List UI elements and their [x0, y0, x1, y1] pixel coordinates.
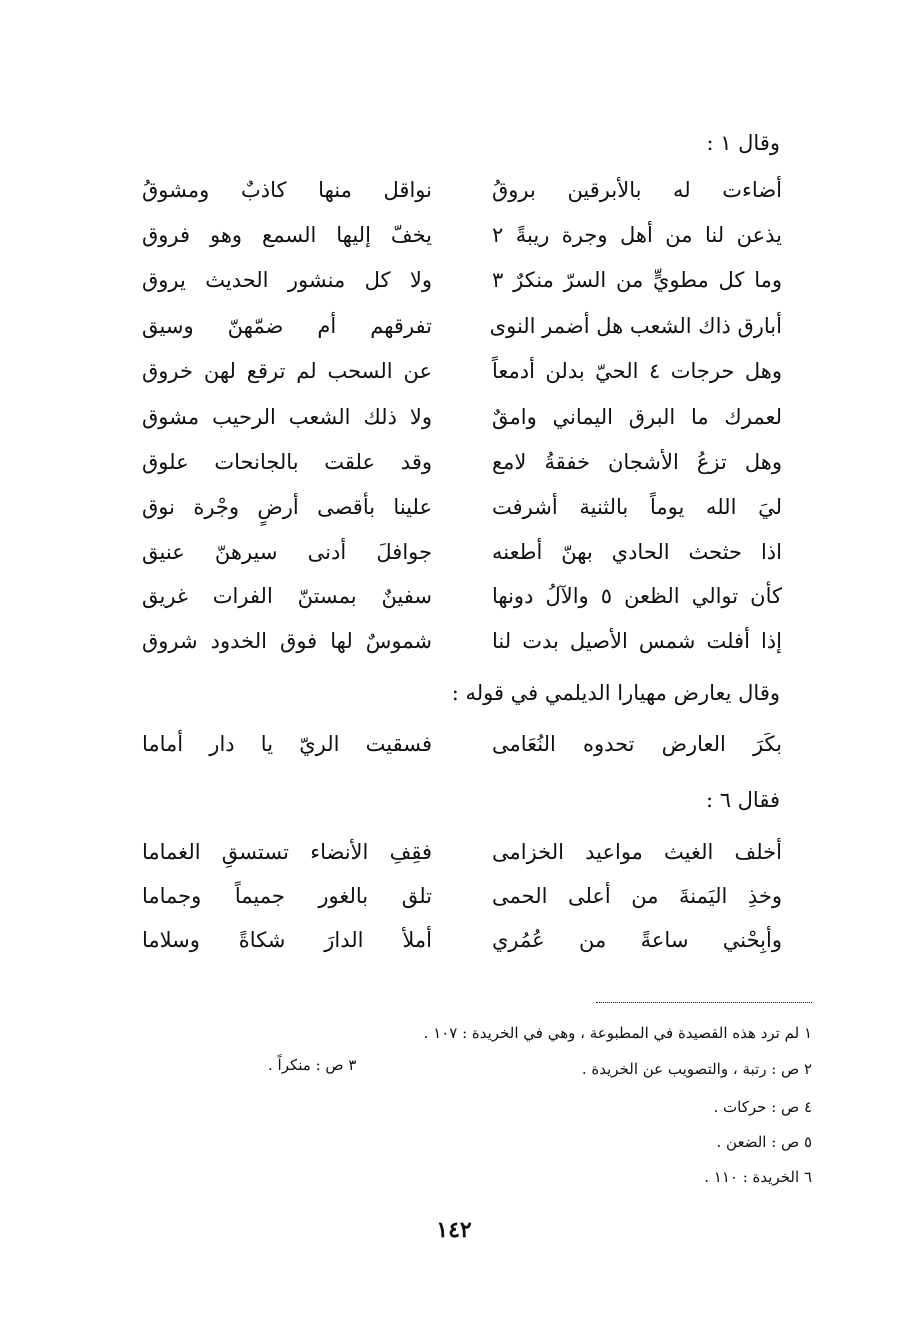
footnote-5: ٥ ص : الضعن .: [716, 1133, 812, 1151]
poem-intro-2: وقال يعارض مهيارا الديلمي في قوله :: [451, 681, 780, 705]
verse-first-half: ليَ الله يوماً بالثنية أشرفت: [492, 495, 782, 519]
poem-intro-1: وقال ١ :: [706, 131, 780, 155]
verse-first-half: بكَرَ العارض تحدوه النُعَامى: [492, 732, 782, 756]
verse-14: [142, 876, 782, 920]
verse-1: [142, 170, 782, 214]
verse-7: [142, 442, 782, 486]
verse-first-half: وما كل مطويٍّ من السرّ منكرٌ ٣: [492, 268, 782, 292]
verse-first-half: أخلف الغيث مواعيد الخزامى: [492, 840, 782, 864]
verse-second-half: شموسٌ لها فوق الخدود شروق: [142, 629, 432, 653]
verse-3: [142, 260, 782, 304]
verse-second-half: تفرقهم أم ضمّهنّ وسيق: [142, 314, 432, 338]
verse-9: [142, 532, 782, 576]
verse-first-half: لعمرك ما البرق اليماني وامقٌ: [492, 405, 782, 429]
footnote-1: ١ لم ترد هذه القصيدة في المطبوعة ، وهي في الخريدة : ١٠٧ .: [423, 1024, 812, 1042]
verse-2: [142, 215, 782, 259]
verse-second-half: يخفّ إليها السمع وهو فروق: [142, 223, 432, 247]
verse-12: [142, 724, 782, 768]
footnote-2: ٢ ص : رتبة ، والتصويب عن الخريدة .: [581, 1060, 812, 1078]
verse-second-half: تلق بالغور جميماً وجماما: [142, 884, 432, 908]
verse-first-half: وهل تزعُ الأشجان خفقةُ لامع: [492, 450, 782, 474]
verse-first-half: إذا أفلت شمس الأصيل بدت لنا: [492, 629, 782, 653]
verse-second-half: نواقل منها كاذبٌ ومشوقُ: [142, 178, 432, 202]
verse-second-half: علينا بأقصى أرضٍ وجْرة نوق: [142, 495, 432, 519]
verse-11: [142, 621, 782, 665]
verse-second-half: وقد علقت بالجانحات علوق: [142, 450, 432, 474]
footnote-4: ٤ ص : حركات .: [713, 1098, 812, 1116]
verse-second-half: جوافلَ أدنى سيرهنّ عنيق: [142, 540, 432, 564]
verse-first-half: أضاءت له بالأبرقين بروقُ: [492, 178, 782, 202]
verse-first-half: كأن توالي الظعن ٥ والآلُ دونها: [492, 584, 782, 608]
page-number: ١٤٢: [436, 1217, 472, 1243]
footnote-separator: [596, 1002, 812, 1003]
footnote-3: ٣ ص : منكراً .: [268, 1056, 357, 1074]
verse-first-half: وهل حرجات ٤ الحيّ بدلن أدمعاً: [492, 359, 782, 383]
verse-4: [142, 306, 782, 350]
footnote-6: ٦ الخريدة : ١١٠ .: [704, 1168, 812, 1186]
verse-5: [142, 351, 782, 395]
verse-6: [142, 397, 782, 441]
verse-first-half: يذعن لنا من أهل وجرة ريبةً ٢: [492, 223, 782, 247]
verse-second-half: فسقيت الريّ يا دار أماما: [142, 732, 432, 756]
verse-second-half: ولا ذلك الشعب الرحيب مشوق: [142, 405, 432, 429]
verse-first-half: وخذِ اليَمنةَ من أعلى الحمى: [492, 884, 782, 908]
verse-second-half: أملأ الدارَ شكاةً وسلاما: [142, 928, 432, 952]
verse-first-half: أبارق ذاك الشعب هل أضمر النوى: [489, 314, 782, 338]
verse-second-half: ولا كل منشور الحديث يروق: [142, 268, 432, 292]
verse-second-half: فقِفِ الأنضاء تستسقِ الغماما: [142, 840, 432, 864]
verse-first-half: وأبِحْني ساعةً من عُمُري: [492, 928, 782, 952]
verse-13: [142, 832, 782, 876]
verse-second-half: سفينٌ بمستنّ الفرات غريق: [142, 584, 432, 608]
verse-10: [142, 576, 782, 620]
poem-intro-3: فقال ٦ :: [705, 788, 780, 812]
verse-8: [142, 487, 782, 531]
verse-15: [142, 920, 782, 964]
verse-second-half: عن السحب لم ترقع لهن خروق: [142, 359, 432, 383]
verse-first-half: اذا حثحث الحادي بهنّ أطعنه: [492, 540, 782, 564]
